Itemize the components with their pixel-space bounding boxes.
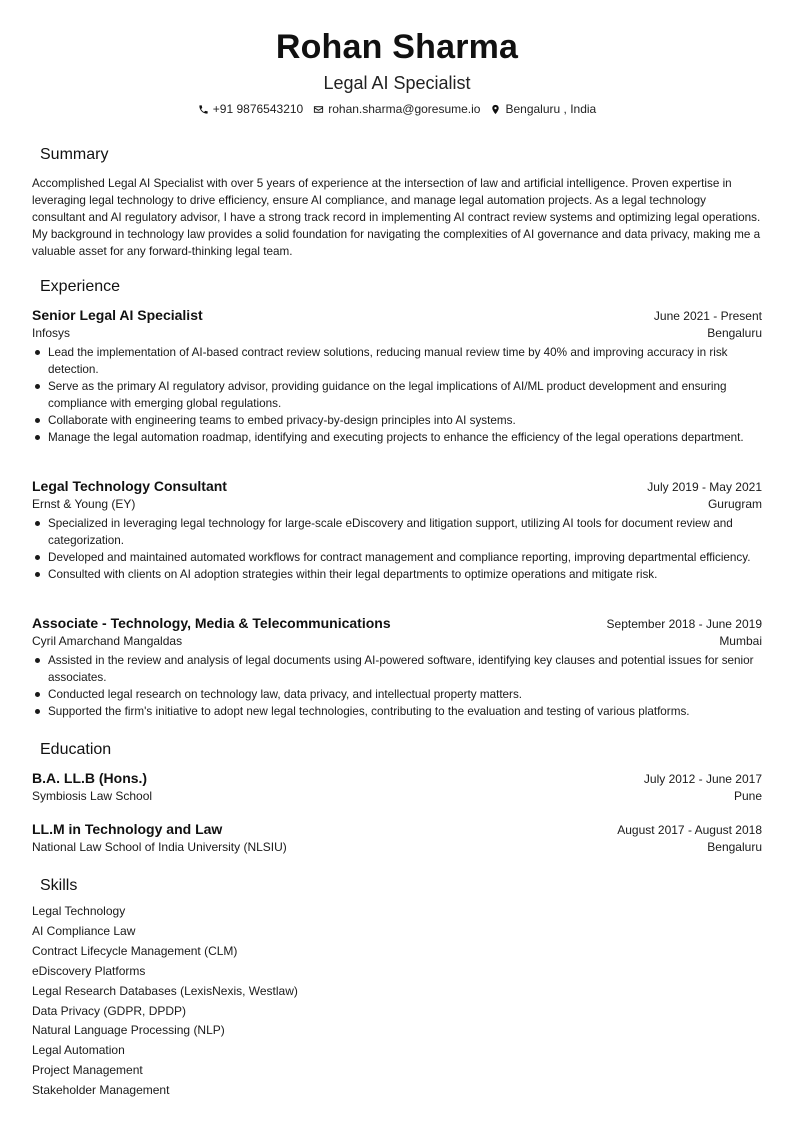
phone-icon [198, 104, 209, 115]
education-dates: July 2012 - June 2017 [643, 772, 762, 786]
bullet-item: Serve as the primary AI regulatory advisor, providing guidance on the legal implications of AI/ML product development and ensuring compliance with emerging global regulations. [32, 378, 762, 412]
skills-heading: Skills [40, 877, 78, 894]
job-title: Senior Legal AI Specialist [32, 307, 203, 323]
school-location: Pune [733, 789, 762, 803]
skill-item: Project Management [32, 1063, 143, 1078]
skill-item: Stakeholder Management [32, 1083, 170, 1098]
education-dates: August 2017 - August 2018 [617, 823, 762, 837]
candidate-title: Legal AI Specialist [323, 73, 471, 93]
degree-title: B.A. LL.B (Hons.) [32, 770, 148, 786]
job-location: Bengaluru [707, 326, 762, 340]
job-bullets [32, 515, 762, 583]
bullet-item: Specialized in leveraging legal technology for large-scale eDiscovery and litigation support, utilizing AI tools for document review and categorization. [32, 515, 762, 549]
contact-bar [32, 102, 762, 116]
skill-item: Legal Technology [32, 904, 126, 918]
school-name: Symbiosis Law School [32, 789, 153, 803]
skill-item: AI Compliance Law [32, 923, 136, 938]
contact-email[interactable] [313, 102, 480, 116]
summary-text: Accomplished Legal AI Specialist with over 5 years of experience at the intersection of law and artificial intelligence. Proven expertise in leveraging legal technology to drive efficiency, ensure AI compliance, and manage legal automation projects. As a legal technology consultant and AI regulatory advisor, I have a strong track record in implementing AI contract review systems and optimizing legal operations. My background in technology law provides a solid foundation for navigating the complexities of AI governance and data privacy, making me a valuable asset for any forward-thinking legal team. [32, 177, 761, 258]
job-bullets [32, 652, 762, 720]
experience-entry [32, 478, 762, 583]
experience-entry [32, 615, 762, 720]
education-entry [32, 821, 762, 854]
summary-heading: Summary [40, 146, 109, 163]
job-location: Mumbai [719, 634, 762, 648]
bullet-item: Manage the legal automation roadmap, identifying and executing projects to enhance the efficiency of the legal operations department. [32, 429, 762, 446]
job-dates: September 2018 - June 2019 [606, 617, 762, 631]
envelope-icon [313, 104, 324, 115]
job-title: Legal Technology Consultant [32, 478, 227, 494]
bullet-item: Consulted with clients on AI adoption strategies within their legal departments to optimize operations and mitigate risk. [32, 566, 762, 583]
bullet-item: Assisted in the review and analysis of legal documents using AI-powered software, identifying key clauses and potential issues for senior associates. [32, 652, 762, 686]
skill-item: eDiscovery Platforms [32, 963, 146, 978]
job-title: Associate - Technology, Media & Telecommunications [32, 615, 391, 631]
education-heading: Education [40, 741, 112, 758]
email-text: rohan.sharma@goresume.io [328, 102, 481, 116]
map-pin-icon [490, 104, 501, 115]
experience-entry [32, 307, 762, 446]
bullet-item: Developed and maintained automated workflows for contract management and compliance reporting, improving departmental efficiency. [32, 549, 762, 566]
skill-item: Legal Research Databases (LexisNexis, Westlaw) [32, 983, 298, 998]
skill-item: Legal Automation [32, 1043, 125, 1058]
job-location: Gurugram [707, 497, 762, 511]
school-location: Bengaluru [707, 840, 762, 854]
location-text: Bengaluru , India [505, 102, 597, 116]
degree-title: LL.M in Technology and Law [32, 821, 223, 837]
job-dates: June 2021 - Present [653, 309, 762, 323]
school-name: National Law School of India University (NLSIU) [32, 840, 287, 854]
experience-heading: Experience [40, 278, 121, 295]
bullet-item: Collaborate with engineering teams to embed privacy-by-design principles into AI systems. [32, 412, 762, 429]
skill-item: Data Privacy (GDPR, DPDP) [32, 1003, 187, 1018]
bullet-item: Lead the implementation of AI-based contract review solutions, reducing manual review time by 40% and improving accuracy in risk detection. [32, 344, 762, 378]
company-name: Ernst & Young (EY) [32, 497, 136, 511]
education-entry [32, 770, 762, 803]
contact-phone[interactable] [198, 102, 303, 116]
phone-text: +91 9876543210 [212, 102, 304, 116]
company-name: Cyril Amarchand Mangaldas [32, 634, 183, 648]
bullet-item: Supported the firm's initiative to adopt new legal technologies, contributing to the evaluation and testing of various platforms. [32, 703, 762, 720]
job-bullets [32, 344, 762, 446]
skill-item: Contract Lifecycle Management (CLM) [32, 943, 238, 958]
bullet-item: Conducted legal research on technology law, data privacy, and intellectual property matters. [32, 686, 762, 703]
company-name: Infosys [32, 326, 71, 340]
candidate-name: Rohan Sharma [275, 28, 519, 66]
skills-list [32, 902, 762, 1101]
skill-item: Natural Language Processing (NLP) [32, 1023, 225, 1038]
contact-location [490, 102, 596, 116]
job-dates: July 2019 - May 2021 [647, 480, 762, 494]
